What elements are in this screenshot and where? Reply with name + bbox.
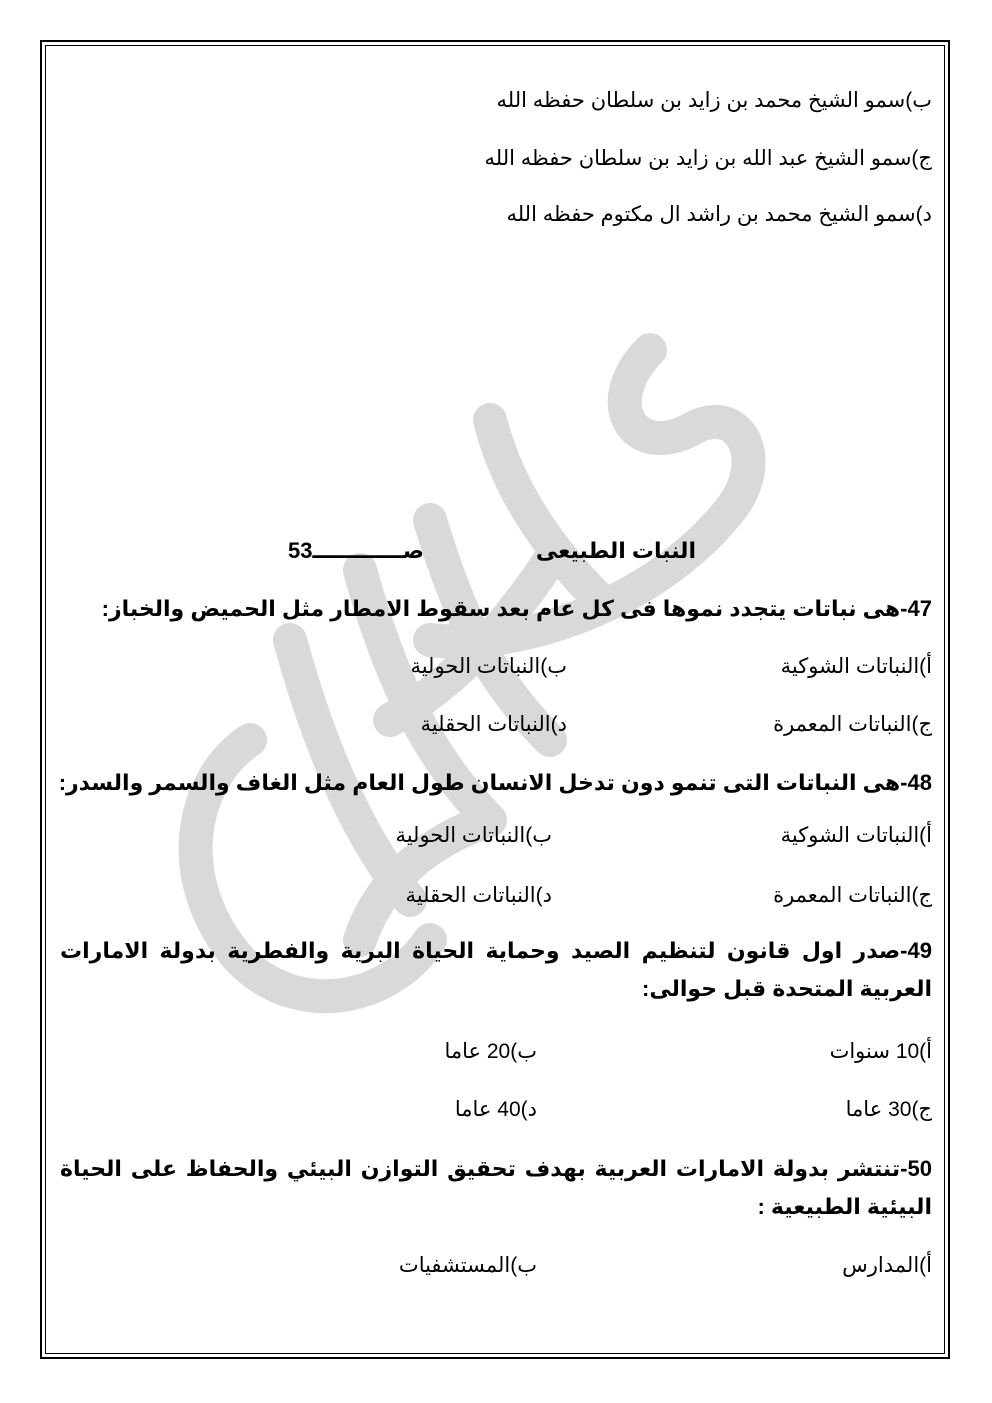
option-d-top: د)سمو الشيخ محمد بن راشد ال مكتوم حفظه الله (506, 203, 932, 226)
option-c-top: ج)سمو الشيخ عبد الله بن زايد بن سلطان حفظه الله (484, 147, 932, 170)
question-47: 47-هى نباتات يتجدد نموها فى كل عام بعد سقوط الامطار مثل الحميض والخباز: (101, 596, 932, 621)
page-reference: صــــــــــــ53 (288, 538, 424, 563)
question-49: 49-صدر اول قانون لتنظيم الصيد وحماية الحياة البرية والفطرية بدولة الامارات العربية المتحدة قبل حوالى: (60, 938, 932, 1001)
q47-option-c: ج)النباتات المعمرة (773, 713, 932, 736)
q49-option-d: د)40 عاما (454, 1098, 537, 1121)
question-48: 48-هى النباتات التى تنمو دون تدخل الانسان طول العام مثل الغاف والسمر والسدر: (58, 770, 932, 795)
q50-option-a: أ)المدارس (842, 1254, 932, 1277)
q48-option-c: ج)النباتات المعمرة (773, 884, 932, 907)
q47-option-b: ب)النباتات الحولية (410, 655, 567, 678)
section-title: النبات الطبيعى (535, 538, 696, 563)
option-b-top: ب)سمو الشيخ محمد بن زايد بن سلطان حفظه الله (496, 89, 932, 112)
q48-option-a: أ)النباتات الشوكية (780, 824, 932, 847)
q47-option-a: أ)النباتات الشوكية (780, 655, 932, 678)
q48-option-d: د)النباتات الحقلية (405, 884, 552, 907)
q50-option-b: ب)المستشفيات (398, 1254, 537, 1277)
q49-option-a: أ)10 سنوات (829, 1040, 932, 1063)
q49-option-c: ج)30 عاما (845, 1098, 932, 1121)
q47-option-d: د)النباتات الحقلية (420, 713, 567, 736)
question-50: 50-تنتشر بدولة الامارات العربية بهدف تحقيق التوازن البيئي والحفاظ على الحياة البيئية الطبيعية : (60, 1156, 932, 1219)
q49-option-b: ب)20 عاما (444, 1040, 537, 1063)
q48-option-b: ب)النباتات الحولية (395, 824, 552, 847)
